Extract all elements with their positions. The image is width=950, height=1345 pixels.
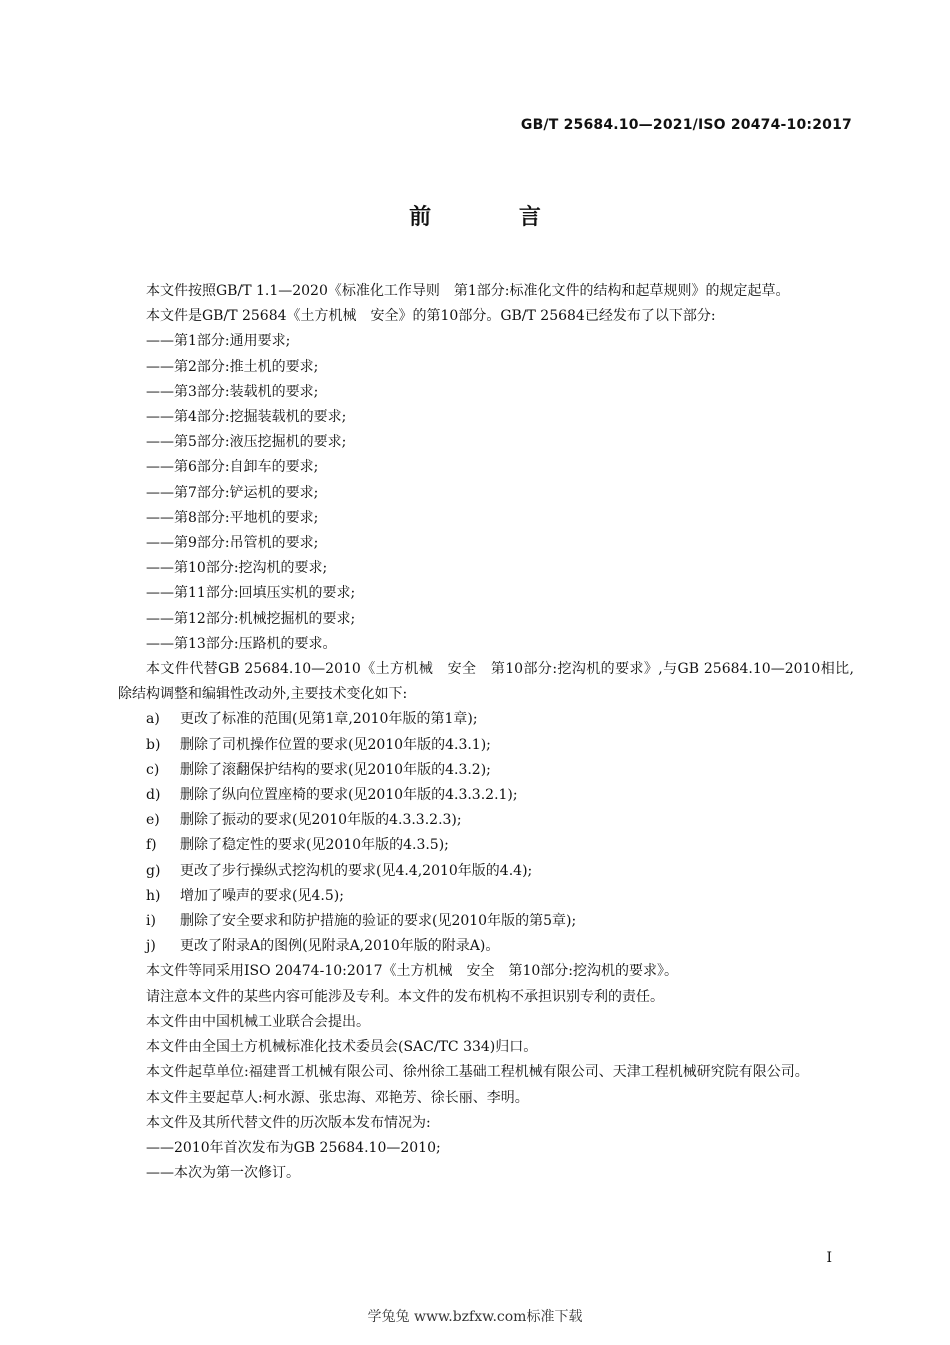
list-item bbox=[118, 808, 854, 833]
list-item bbox=[118, 859, 854, 884]
item-text: 删除了司机操作位置的要求(见2010年版的4.3.1); bbox=[180, 736, 491, 753]
item-text: 更改了标准的范围(见第1章,2010年版的第1章); bbox=[180, 711, 478, 728]
list-item: ——第11部分:回填压实机的要求; bbox=[146, 585, 356, 602]
item-text: 更改了附录A的图例(见附录A,2010年版的附录A)。 bbox=[180, 938, 500, 955]
list-item bbox=[118, 733, 854, 758]
closing-paragraph: 本文件及其所代替文件的历次版本发布情况为: bbox=[146, 1114, 431, 1131]
list-item: ——第10部分:挖沟机的要求; bbox=[146, 560, 328, 577]
item-text: 删除了振动的要求(见2010年版的4.3.3.2.3); bbox=[180, 812, 462, 829]
item-text: 删除了稳定性的要求(见2010年版的4.3.5); bbox=[180, 837, 449, 854]
item-label: f) bbox=[146, 837, 157, 854]
list-item bbox=[118, 934, 854, 959]
page-title: 前 言 bbox=[409, 205, 581, 230]
item-label: e) bbox=[146, 812, 160, 829]
item-label: d) bbox=[146, 787, 161, 804]
list-item: ——第8部分:平地机的要求; bbox=[146, 509, 319, 526]
changes-list bbox=[118, 707, 854, 959]
item-label: j) bbox=[146, 938, 156, 955]
list-item bbox=[118, 707, 854, 732]
list-item bbox=[118, 783, 854, 808]
item-text: 删除了纵向位置座椅的要求(见2010年版的4.3.3.2.1); bbox=[180, 787, 518, 804]
list-item: ——第2部分:推土机的要求; bbox=[146, 358, 319, 375]
list-item: ——第3部分:装载机的要求; bbox=[146, 383, 319, 400]
footer-watermark: 学兔兔 www.bzfxw.com标准下载 bbox=[367, 1309, 583, 1325]
page-number: I bbox=[826, 1250, 832, 1266]
item-label: h) bbox=[146, 887, 161, 904]
list-item bbox=[118, 758, 854, 783]
closing-paragraph: 本文件由全国土方机械标准化技术委员会(SAC/TC 334)归口。 bbox=[146, 1039, 538, 1056]
list-item bbox=[118, 884, 854, 909]
intro-paragraph: 本文件按照GB/T 1.1—2020《标准化工作导则 第1部分:标准化文件的结构和起草规则》的规定起草。 bbox=[146, 283, 790, 299]
intro-paragraph: 本文件是GB/T 25684《土方机械 安全》的第10部分。GB/T 25684已经发布了以下部分: bbox=[146, 308, 716, 325]
item-label: b) bbox=[146, 736, 161, 753]
item-label: a) bbox=[146, 711, 160, 728]
item-text: 增加了噪声的要求(见4.5); bbox=[180, 887, 344, 904]
item-label: c) bbox=[146, 761, 160, 778]
item-text: 更改了步行操纵式挖沟机的要求(见4.4,2010年版的4.4); bbox=[180, 862, 533, 879]
history-list bbox=[118, 1136, 854, 1186]
item-text: 删除了滚翻保护结构的要求(见2010年版的4.3.2); bbox=[180, 761, 491, 778]
closing-paragraph: 本文件由中国机械工业联合会提出。 bbox=[146, 1013, 370, 1030]
list-item: ——第13部分:压路机的要求。 bbox=[146, 635, 337, 652]
list-item: ——第4部分:挖掘装载机的要求; bbox=[146, 409, 347, 426]
standard-code: GB/T 25684.10—2021/ISO 20474-10:2017 bbox=[520, 117, 852, 133]
list-item bbox=[118, 909, 854, 934]
replacement-paragraph: 本文件代替GB 25684.10—2010《土方机械 安全 第10部分:挖沟机的要求》,与GB 25684.10—2010相比,除结构调整和编辑性改动外,主要技术变化如下: bbox=[118, 661, 854, 703]
closing-paragraph: 本文件起草单位:福建晋工机械有限公司、徐州徐工基础工程机械有限公司、天津工程机械研究院有限公司。 bbox=[146, 1064, 809, 1081]
document-body bbox=[118, 279, 854, 1186]
list-item: ——第9部分:吊管机的要求; bbox=[146, 535, 319, 552]
item-label: g) bbox=[146, 862, 161, 879]
list-item: ——第6部分:自卸车的要求; bbox=[146, 459, 319, 476]
item-label: i) bbox=[146, 913, 156, 930]
closing-paragraph: 本文件主要起草人:柯水源、张忠海、邓艳芳、徐长丽、李明。 bbox=[146, 1089, 529, 1106]
list-item bbox=[118, 833, 854, 858]
list-item: ——第5部分:液压挖掘机的要求; bbox=[146, 434, 347, 451]
closing-paragraph: 本文件等同采用ISO 20474-10:2017《土方机械 安全 第10部分:挖沟机的要求》。 bbox=[146, 963, 679, 980]
list-item: ——第7部分:铲运机的要求; bbox=[146, 484, 319, 501]
list-item: ——2010年首次发布为GB 25684.10—2010; bbox=[146, 1139, 441, 1156]
parts-list bbox=[118, 329, 854, 657]
item-text: 删除了安全要求和防护措施的验证的要求(见2010年版的第5章); bbox=[180, 913, 577, 930]
list-item: ——本次为第一次修订。 bbox=[146, 1165, 300, 1182]
closing-paragraph: 请注意本文件的某些内容可能涉及专利。本文件的发布机构不承担识别专利的责任。 bbox=[146, 988, 664, 1005]
list-item: ——第12部分:机械挖掘机的要求; bbox=[146, 610, 356, 627]
list-item: ——第1部分:通用要求; bbox=[146, 333, 291, 350]
